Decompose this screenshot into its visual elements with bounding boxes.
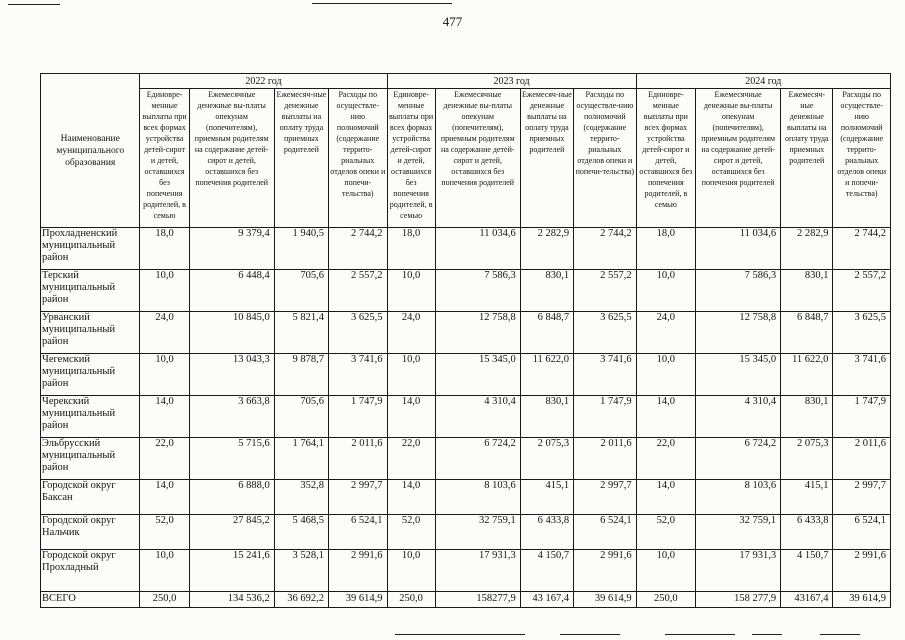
header-expenses: Расходы по осуществле-нию полномочий (содержание террито-риальных отделов опеки и попечи-тельства) (574, 89, 637, 228)
municipality-name: Городской округ Нальчик (41, 515, 140, 550)
value-cell: 18,0 (387, 228, 435, 270)
value-cell: 10,0 (636, 270, 695, 312)
table-row (41, 396, 891, 438)
value-cell: 10 845,0 (189, 312, 274, 354)
value-cell: 250,0 (387, 592, 435, 608)
value-cell: 2 011,6 (574, 438, 637, 480)
municipality-name: Эльбрусский муниципальный район (41, 438, 140, 480)
value-cell: 52,0 (140, 515, 189, 550)
scan-line-top (8, 4, 60, 5)
value-cell: 3 625,5 (574, 312, 637, 354)
value-cell: 705,6 (274, 270, 328, 312)
value-cell: 10,0 (140, 354, 189, 396)
value-cell: 14,0 (140, 480, 189, 515)
value-cell: 6 524,1 (833, 515, 891, 550)
value-cell: 22,0 (387, 438, 435, 480)
value-cell: 22,0 (140, 438, 189, 480)
value-cell: 2 075,3 (781, 438, 833, 480)
value-cell: 24,0 (387, 312, 435, 354)
value-cell: 5 821,4 (274, 312, 328, 354)
value-cell: 14,0 (636, 480, 695, 515)
value-cell: 2 557,2 (833, 270, 891, 312)
value-cell: 22,0 (636, 438, 695, 480)
value-cell: 43167,4 (781, 592, 833, 608)
table-row (41, 515, 891, 550)
municipality-name: Чегемский муниципальный район (41, 354, 140, 396)
header-monthly-wages: Ежемесяч-ные денежные выплаты на оплату труда приемных родителей (274, 89, 328, 228)
municipality-name: Городской округ Баксан (41, 480, 140, 515)
value-cell: 18,0 (140, 228, 189, 270)
value-cell: 250,0 (636, 592, 695, 608)
header-lump-sum: Единовре-менные выплаты при всех формах устройства детей-сирот и детей, оставшихся без попечения родителей, в семью (387, 89, 435, 228)
header-monthly-wages: Ежемесяч-ные денежные выплаты на оплату труда приемных родителей (781, 89, 833, 228)
value-cell: 2 997,7 (833, 480, 891, 515)
value-cell: 17 931,3 (696, 550, 781, 592)
value-cell: 39 614,9 (329, 592, 387, 608)
value-cell: 830,1 (520, 396, 573, 438)
municipality-name: Терский муниципальный район (41, 270, 140, 312)
value-cell: 10,0 (387, 354, 435, 396)
value-cell: 10,0 (387, 550, 435, 592)
header-expenses: Расходы по осуществле-нию полномочий (содержание террито-риальных отделов опеки и попечи-тельства) (329, 89, 387, 228)
value-cell: 3 741,6 (574, 354, 637, 396)
value-cell: 3 741,6 (329, 354, 387, 396)
value-cell: 52,0 (636, 515, 695, 550)
value-cell: 14,0 (140, 396, 189, 438)
value-cell: 11 622,0 (520, 354, 573, 396)
value-cell: 1 747,9 (833, 396, 891, 438)
value-cell: 415,1 (781, 480, 833, 515)
value-cell: 830,1 (520, 270, 573, 312)
table-row (41, 228, 891, 270)
value-cell: 830,1 (781, 396, 833, 438)
value-cell: 39 614,9 (574, 592, 637, 608)
value-cell: 2 075,3 (520, 438, 573, 480)
header-monthly-guardians: Ежемесячные денежные вы-платы опекунам (попечителям), приемным родителям на содержание детей-сирот и детей, оставшихся без попечения родителей (435, 89, 520, 228)
value-cell: 9 878,7 (274, 354, 328, 396)
value-cell: 8 103,6 (696, 480, 781, 515)
value-cell: 14,0 (636, 396, 695, 438)
value-cell: 10,0 (387, 270, 435, 312)
value-cell: 8 103,6 (435, 480, 520, 515)
header-monthly-wages: Ежемесяч-ные денежные выплаты на оплату труда приемных родителей (520, 89, 573, 228)
value-cell: 13 043,3 (189, 354, 274, 396)
value-cell: 12 758,8 (696, 312, 781, 354)
value-cell: 134 536,2 (189, 592, 274, 608)
value-cell: 6 848,7 (781, 312, 833, 354)
value-cell: 3 528,1 (274, 550, 328, 592)
value-cell: 4 150,7 (781, 550, 833, 592)
value-cell: 2 991,6 (329, 550, 387, 592)
value-cell: 11 622,0 (781, 354, 833, 396)
total-label: ВСЕГО (41, 592, 140, 608)
value-cell: 2 557,2 (329, 270, 387, 312)
scan-line-bottom (752, 634, 782, 635)
value-cell: 6 848,7 (520, 312, 573, 354)
value-cell: 3 741,6 (833, 354, 891, 396)
value-cell: 4 150,7 (520, 550, 573, 592)
table-row (41, 312, 891, 354)
value-cell: 1 764,1 (274, 438, 328, 480)
header-lump-sum: Единовре-менные выплаты при всех формах устройства детей-сирот и детей, оставшихся без попечения родителей, в семью (636, 89, 695, 228)
value-cell: 52,0 (387, 515, 435, 550)
header-monthly-guardians: Ежемесячные денежные вы-платы опекунам (попечителям), приемным родителям на содержание детей-сирот и детей, оставшихся без попечения родителей (696, 89, 781, 228)
value-cell: 17 931,3 (435, 550, 520, 592)
value-cell: 24,0 (636, 312, 695, 354)
value-cell: 1 747,9 (329, 396, 387, 438)
value-cell: 15 345,0 (435, 354, 520, 396)
header-year-2022: 2022 год (140, 74, 387, 89)
value-cell: 9 379,4 (189, 228, 274, 270)
value-cell: 5 715,6 (189, 438, 274, 480)
header-year-2024: 2024 год (636, 74, 890, 89)
value-cell: 4 310,4 (435, 396, 520, 438)
value-cell: 2 997,7 (574, 480, 637, 515)
payments-table (40, 73, 891, 608)
value-cell: 27 845,2 (189, 515, 274, 550)
value-cell: 2 282,9 (781, 228, 833, 270)
table-row (41, 354, 891, 396)
value-cell: 32 759,1 (435, 515, 520, 550)
value-cell: 32 759,1 (696, 515, 781, 550)
header-year-2023: 2023 год (387, 74, 636, 89)
value-cell: 2 011,6 (833, 438, 891, 480)
scan-line-bottom (560, 634, 620, 635)
value-cell: 6 724,2 (435, 438, 520, 480)
value-cell: 2 744,2 (574, 228, 637, 270)
value-cell: 3 663,8 (189, 396, 274, 438)
value-cell: 2 744,2 (833, 228, 891, 270)
value-cell: 3 625,5 (833, 312, 891, 354)
value-cell: 2 997,7 (329, 480, 387, 515)
value-cell: 15 241,6 (189, 550, 274, 592)
value-cell: 11 034,6 (696, 228, 781, 270)
table-row (41, 550, 891, 592)
header-lump-sum: Единовре-менные выплаты при всех формах устройства детей-сирот и детей, оставшихся без попечения родителей, в семью (140, 89, 189, 228)
value-cell: 158277,9 (435, 592, 520, 608)
total-row (41, 592, 891, 608)
municipality-name: Урванский муниципальный район (41, 312, 140, 354)
value-cell: 2 011,6 (329, 438, 387, 480)
value-cell: 2 991,6 (574, 550, 637, 592)
value-cell: 158 277,9 (696, 592, 781, 608)
value-cell: 6 448,4 (189, 270, 274, 312)
value-cell: 6 524,1 (329, 515, 387, 550)
value-cell: 10,0 (636, 354, 695, 396)
value-cell: 4 310,4 (696, 396, 781, 438)
value-cell: 2 557,2 (574, 270, 637, 312)
scan-line-bottom (820, 634, 860, 635)
scan-line-bottom (395, 634, 525, 635)
value-cell: 1 747,9 (574, 396, 637, 438)
value-cell: 43 167,4 (520, 592, 573, 608)
page-number: 477 (442, 14, 463, 29)
value-cell: 7 586,3 (435, 270, 520, 312)
value-cell: 2 282,9 (520, 228, 573, 270)
table-body (41, 228, 891, 608)
value-cell: 6 888,0 (189, 480, 274, 515)
value-cell: 830,1 (781, 270, 833, 312)
value-cell: 10,0 (636, 550, 695, 592)
table-row (41, 438, 891, 480)
value-cell: 10,0 (140, 550, 189, 592)
scan-line-top (312, 3, 452, 4)
value-cell: 7 586,3 (696, 270, 781, 312)
value-cell: 36 692,2 (274, 592, 328, 608)
value-cell: 6 724,2 (696, 438, 781, 480)
value-cell: 250,0 (140, 592, 189, 608)
value-cell: 3 625,5 (329, 312, 387, 354)
value-cell: 11 034,6 (435, 228, 520, 270)
municipality-name: Прохладненский муниципальный район (41, 228, 140, 270)
value-cell: 352,8 (274, 480, 328, 515)
value-cell: 2 744,2 (329, 228, 387, 270)
value-cell: 6 433,8 (781, 515, 833, 550)
value-cell: 14,0 (387, 480, 435, 515)
value-cell: 24,0 (140, 312, 189, 354)
value-cell: 15 345,0 (696, 354, 781, 396)
value-cell: 705,6 (274, 396, 328, 438)
value-cell: 18,0 (636, 228, 695, 270)
value-cell: 6 433,8 (520, 515, 573, 550)
scan-line-bottom (665, 634, 735, 635)
value-cell: 1 940,5 (274, 228, 328, 270)
municipality-name: Городской округ Прохладный (41, 550, 140, 592)
value-cell: 5 468,5 (274, 515, 328, 550)
value-cell: 14,0 (387, 396, 435, 438)
table-row (41, 480, 891, 515)
value-cell: 39 614,9 (833, 592, 891, 608)
municipality-name: Черекский муниципальный район (41, 396, 140, 438)
value-cell: 415,1 (520, 480, 573, 515)
header-monthly-guardians: Ежемесячные денежные вы-платы опекунам (попечителям), приемным родителям на содержание детей-сирот и детей, оставшихся без попечения родителей (189, 89, 274, 228)
value-cell: 10,0 (140, 270, 189, 312)
table-row (41, 270, 891, 312)
value-cell: 2 991,6 (833, 550, 891, 592)
header-expenses: Расходы по осуществле-нию полномочий (содержание террито-риальных отделов опеки и попечи-тельства) (833, 89, 891, 228)
header-municipality: Наименование муниципального образования (41, 74, 140, 228)
value-cell: 6 524,1 (574, 515, 637, 550)
value-cell: 12 758,8 (435, 312, 520, 354)
